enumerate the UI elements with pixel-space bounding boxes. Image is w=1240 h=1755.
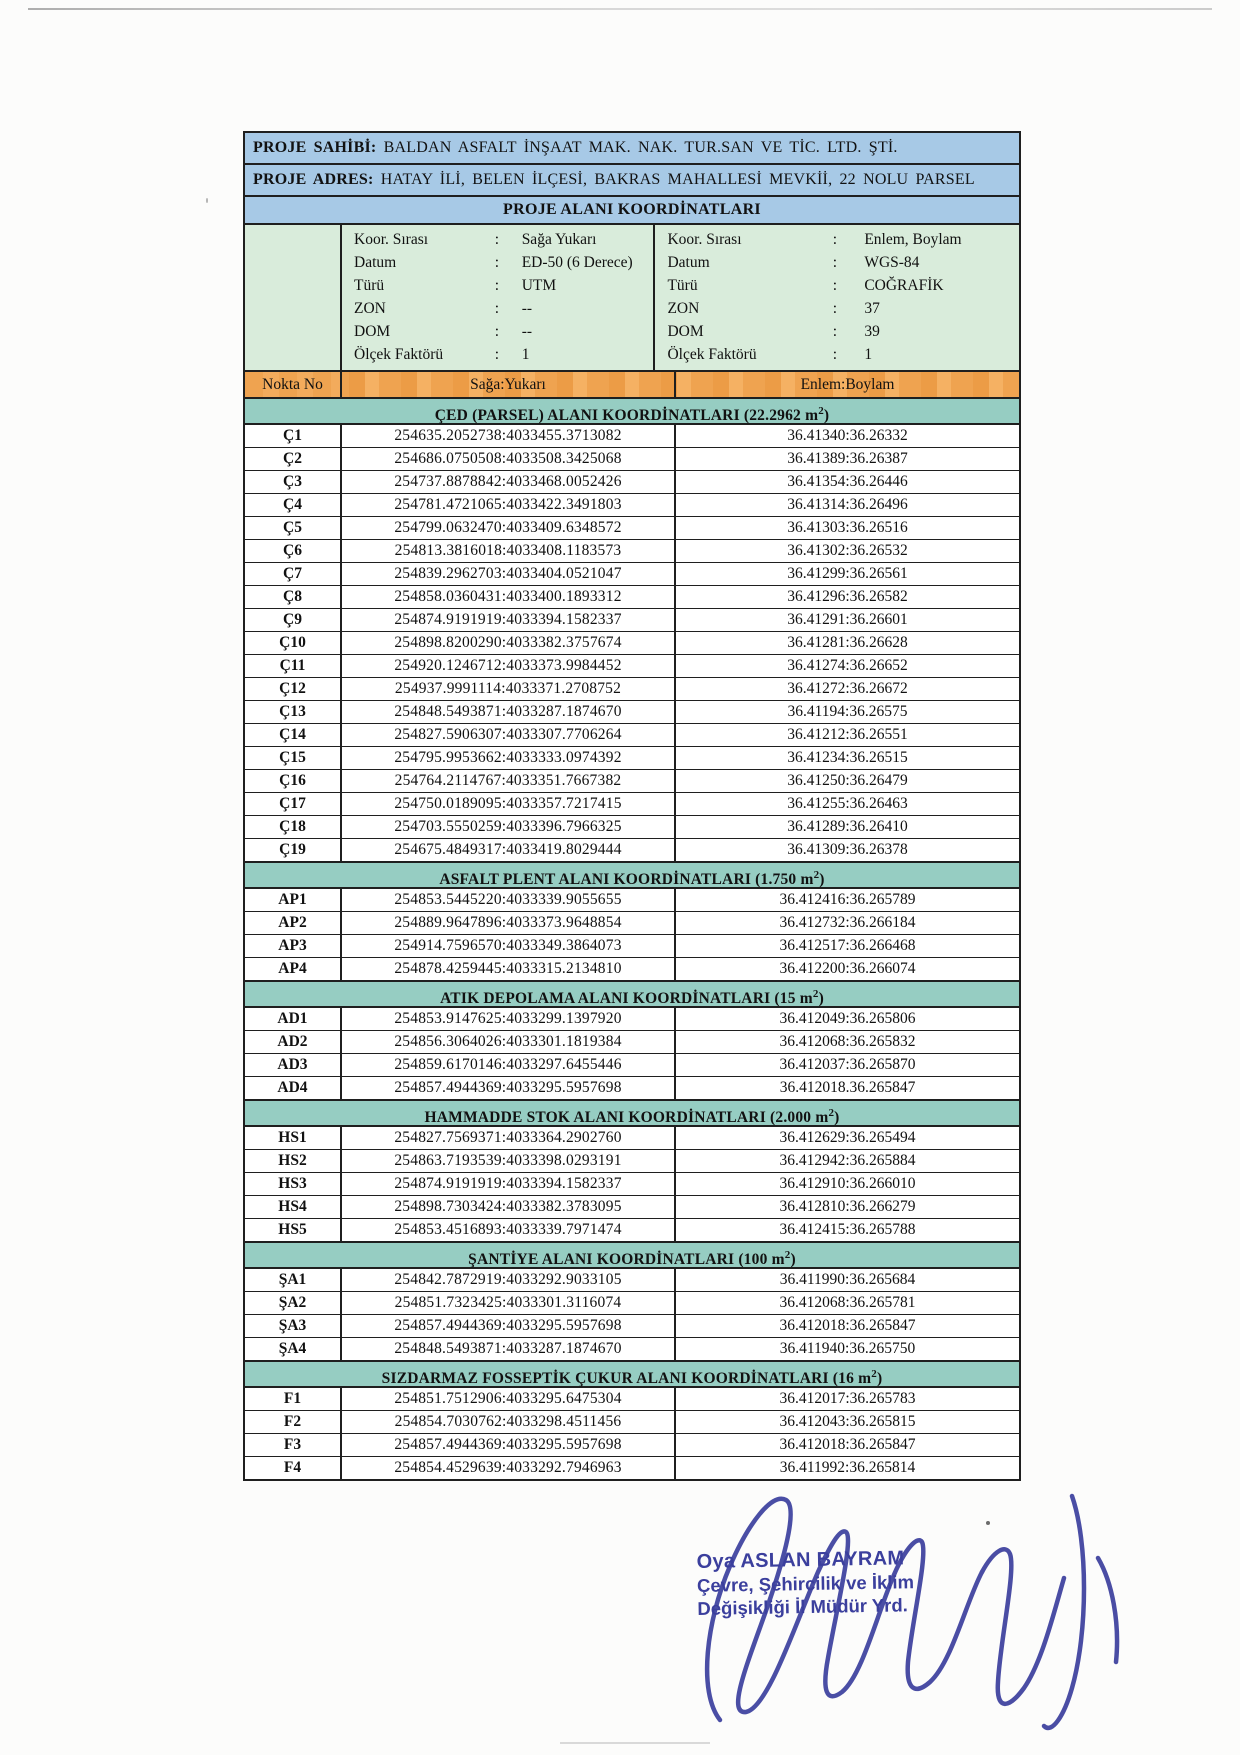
point-row-Ç18 xyxy=(245,816,1019,839)
point-row-F1 xyxy=(245,1388,1019,1411)
coords-title: PROJE ALANI KOORDİNATLARI xyxy=(245,197,1019,225)
point-id-cell: AD3 xyxy=(245,1054,342,1076)
datum-value: Enlem, Boylam xyxy=(864,231,962,248)
utm-coordinate-cell: 254937.9991114:4033371.2708752 xyxy=(342,678,676,700)
geo-coordinate-cell: 36.412018.36.265847 xyxy=(779,1079,916,1096)
utm-coordinate-cell: 254781.4721065:4033422.3491803 xyxy=(342,494,676,516)
point-row-Ç5 xyxy=(245,517,1019,540)
scan-speck xyxy=(206,198,208,203)
datum-sep: : xyxy=(832,277,837,294)
point-row-Ç4 xyxy=(245,494,1019,517)
point-row-Ç6 xyxy=(245,540,1019,563)
point-id-cell: ŞA2 xyxy=(245,1292,342,1314)
geo-coordinate-cell: 36.412018:36.265847 xyxy=(779,1436,916,1453)
geo-coordinate-cell: 36.41289:36.26410 xyxy=(787,818,908,835)
utm-coordinate-cell: 254863.7193539:4033398.0293191 xyxy=(342,1150,676,1172)
point-id-cell: F3 xyxy=(245,1434,342,1456)
point-id-cell: Ç3 xyxy=(245,471,342,493)
geo-coordinate-cell: 36.411992:36.265814 xyxy=(779,1459,916,1476)
scan-edge-line xyxy=(28,8,1212,10)
stamp-title-line-2: Değişikliği İl Müdür Yrd. xyxy=(697,1594,908,1619)
datum-label: Ölçek Faktörü xyxy=(667,346,757,363)
project-owner-row xyxy=(245,133,1019,165)
datum-blank-column xyxy=(245,225,342,370)
scan-smudge xyxy=(560,1742,710,1744)
geo-coordinate-cell: 36.412732:36.266184 xyxy=(779,914,916,931)
utm-coordinate-cell: 254856.3064026:4033301.1819384 xyxy=(342,1031,676,1053)
utm-coordinate-cell: 254854.7030762:4033298.4511456 xyxy=(342,1411,676,1433)
datum-row-left-1 xyxy=(342,251,653,274)
point-id-cell: Ç5 xyxy=(245,517,342,539)
utm-coordinate-cell: 254857.4944369:4033295.5957698 xyxy=(342,1077,676,1099)
point-row-Ç3 xyxy=(245,471,1019,494)
point-row-Ç13 xyxy=(245,701,1019,724)
utm-coordinate-cell: 254635.2052738:4033455.3713082 xyxy=(342,425,676,447)
geo-coordinate-cell: 36.412043:36.265815 xyxy=(779,1413,916,1430)
coordinate-section xyxy=(245,1101,1019,1243)
point-id-cell: Ç7 xyxy=(245,563,342,585)
point-row-Ç8 xyxy=(245,586,1019,609)
geo-coordinate-cell: 36.41250:36.26479 xyxy=(787,772,908,789)
geo-coordinate-cell: 36.412629:36.265494 xyxy=(779,1129,916,1146)
geo-coordinate-cell: 36.41302:36.26532 xyxy=(787,542,908,559)
point-id-cell: AD1 xyxy=(245,1008,342,1030)
point-id-cell: Ç9 xyxy=(245,609,342,631)
point-row-HS1 xyxy=(245,1127,1019,1150)
coordinate-section xyxy=(245,863,1019,982)
geo-coordinate-cell: 36.412416:36.265789 xyxy=(779,891,916,908)
point-row-Ç1 xyxy=(245,425,1019,448)
geo-coordinate-cell: 36.41299:36.26561 xyxy=(787,565,908,582)
point-id-cell: AP3 xyxy=(245,935,342,957)
datum-label: Koor. Sırası xyxy=(667,231,742,248)
col-header-enlem-boylam: Enlem:Boylam xyxy=(800,376,895,393)
utm-coordinate-cell: 254848.5493871:4033287.1874670 xyxy=(342,701,676,723)
point-id-cell: HS2 xyxy=(245,1150,342,1172)
geo-coordinate-cell: 36.41303:36.26516 xyxy=(787,519,908,536)
project-address-value: HATAY İLİ, BELEN İLÇESİ, BAKRAS MAHALLESİ MEVKİİ, 22 NOLU PARSEL xyxy=(373,171,975,188)
point-id-cell: ŞA4 xyxy=(245,1338,342,1360)
point-id-cell: Ç12 xyxy=(245,678,342,700)
utm-coordinate-cell: 254764.2114767:4033351.7667382 xyxy=(342,770,676,792)
point-row-F3 xyxy=(245,1434,1019,1457)
point-id-cell: Ç8 xyxy=(245,586,342,608)
point-id-cell: Ç2 xyxy=(245,448,342,470)
point-row-AD4 xyxy=(245,1077,1019,1101)
section-title: ASFALT PLENT ALANI KOORDİNATLARI (1.750 $m^2$) xyxy=(245,863,1019,889)
point-row-Ç10 xyxy=(245,632,1019,655)
utm-coordinate-cell: 254851.7323425:4033301.3116074 xyxy=(342,1292,676,1314)
datum-value: Sağa Yukarı xyxy=(521,231,597,248)
coordinate-section xyxy=(245,1243,1019,1362)
point-row-Ç15 xyxy=(245,747,1019,770)
datum-label: ZON xyxy=(667,300,700,317)
datum-sep: : xyxy=(494,254,500,271)
utm-coordinate-cell: 254848.5493871:4033287.1874670 xyxy=(342,1338,676,1360)
utm-coordinate-cell: 254827.7569371:4033364.2902760 xyxy=(342,1127,676,1149)
point-row-ŞA3 xyxy=(245,1315,1019,1338)
datum-value: UTM xyxy=(521,277,557,294)
utm-coordinate-cell: 254874.9191919:4033394.1582337 xyxy=(342,609,676,631)
geo-coordinate-cell: 36.412942:36.265884 xyxy=(779,1152,916,1169)
datum-label: DOM xyxy=(354,323,391,340)
utm-coordinate-cell: 254874.9191919:4033394.1582337 xyxy=(342,1173,676,1195)
utm-coordinate-cell: 254857.4944369:4033295.5957698 xyxy=(342,1434,676,1456)
utm-coordinate-cell: 254737.8878842:4033468.0052426 xyxy=(342,471,676,493)
col-header-nokta-no: Nokta No xyxy=(245,372,342,397)
utm-coordinate-cell: 254795.9953662:4033333.0974392 xyxy=(342,747,676,769)
utm-coordinate-cell: 254859.6170146:4033297.6455446 xyxy=(342,1054,676,1076)
geo-coordinate-cell: 36.41340:36.26332 xyxy=(787,427,908,444)
point-row-ŞA4 xyxy=(245,1338,1019,1362)
section-title: HAMMADDE STOK ALANI KOORDİNATLARI (2.000 $m^2$) xyxy=(245,1101,1019,1127)
datum-table xyxy=(245,225,1019,372)
point-row-ŞA2 xyxy=(245,1292,1019,1315)
geo-coordinate-cell: 36.41389:36.26387 xyxy=(787,450,908,467)
utm-coordinate-cell: 254686.0750508:4033508.3425068 xyxy=(342,448,676,470)
point-id-cell: Ç6 xyxy=(245,540,342,562)
point-id-cell: Ç1 xyxy=(245,425,342,447)
utm-coordinate-cell: 254854.4529639:4033292.7946963 xyxy=(342,1457,676,1479)
datum-value: 1 xyxy=(864,346,873,363)
project-address-row xyxy=(245,165,1019,197)
point-row-Ç16 xyxy=(245,770,1019,793)
geo-coordinate-cell: 36.412810:36.266279 xyxy=(779,1198,916,1215)
point-id-cell: ŞA3 xyxy=(245,1315,342,1337)
geo-coordinate-cell: 36.41255:36.26463 xyxy=(787,795,908,812)
geo-coordinate-cell: 36.411990:36.265684 xyxy=(779,1271,916,1288)
datum-label: Türü xyxy=(667,277,698,294)
utm-coordinate-cell: 254889.9647896:4033373.9648854 xyxy=(342,912,676,934)
datum-label: Koor. Sırası xyxy=(354,231,429,248)
point-id-cell: Ç14 xyxy=(245,724,342,746)
geo-coordinate-cell: 36.412517:36.266468 xyxy=(779,937,916,954)
geo-coordinate-cell: 36.412415:36.265788 xyxy=(779,1221,916,1238)
point-id-cell: AP1 xyxy=(245,889,342,911)
geo-coordinate-cell: 36.412037:36.265870 xyxy=(779,1056,916,1073)
point-row-F4 xyxy=(245,1457,1019,1479)
utm-coordinate-cell: 254858.0360431:4033400.1893312 xyxy=(342,586,676,608)
point-row-Ç17 xyxy=(245,793,1019,816)
points-table-header xyxy=(245,372,1019,399)
point-row-HS3 xyxy=(245,1173,1019,1196)
point-row-Ç14 xyxy=(245,724,1019,747)
point-row-AD2 xyxy=(245,1031,1019,1054)
datum-value: ED-50 (6 Derece) xyxy=(521,254,633,271)
geo-coordinate-cell: 36.41281:36.26628 xyxy=(787,634,908,651)
point-id-cell: HS5 xyxy=(245,1219,342,1241)
geo-coordinate-cell: 36.41291:36.26601 xyxy=(787,611,908,628)
scan-speck xyxy=(986,1521,990,1525)
datum-row-right-4 xyxy=(655,320,1019,343)
utm-coordinate-cell: 254842.7872919:4033292.9033105 xyxy=(342,1269,676,1291)
utm-coordinate-cell: 254853.9147625:4033299.1397920 xyxy=(342,1008,676,1030)
datum-sep: : xyxy=(494,346,500,363)
point-id-cell: ŞA1 xyxy=(245,1269,342,1291)
datum-value: COĞRAFİK xyxy=(864,277,944,294)
section-title: ATIK DEPOLAMA ALANI KOORDİNATLARI (15 $m^2$) xyxy=(245,982,1019,1008)
datum-sep: : xyxy=(832,346,837,363)
datum-row-right-5 xyxy=(655,343,1019,366)
point-id-cell: Ç16 xyxy=(245,770,342,792)
utm-coordinate-cell: 254703.5550259:4033396.7966325 xyxy=(342,816,676,838)
geo-coordinate-cell: 36.412068:36.265832 xyxy=(779,1033,916,1050)
geo-coordinate-cell: 36.412910:36.266010 xyxy=(779,1175,916,1192)
utm-coordinate-cell: 254675.4849317:4033419.8029444 xyxy=(342,839,676,861)
utm-coordinate-cell: 254914.7596570:4033349.3864073 xyxy=(342,935,676,957)
point-row-AP2 xyxy=(245,912,1019,935)
geo-coordinate-cell: 36.412018:36.265847 xyxy=(779,1317,916,1334)
utm-coordinate-cell: 254827.5906307:4033307.7706264 xyxy=(342,724,676,746)
utm-coordinate-cell: 254920.1246712:4033373.9984452 xyxy=(342,655,676,677)
datum-label: Ölçek Faktörü xyxy=(354,346,444,363)
geo-coordinate-cell: 36.41296:36.26582 xyxy=(787,588,908,605)
geo-coordinate-cell: 36.412017:36.265783 xyxy=(779,1390,916,1407)
datum-value: 1 xyxy=(521,346,530,363)
utm-coordinate-cell: 254898.7303424:4033382.3783095 xyxy=(342,1196,676,1218)
point-row-F2 xyxy=(245,1411,1019,1434)
datum-sep: : xyxy=(832,254,837,271)
datum-value: -- xyxy=(521,323,533,340)
utm-coordinate-cell: 254853.4516893:4033339.7971474 xyxy=(342,1219,676,1241)
datum-row-right-1 xyxy=(655,251,1019,274)
point-id-cell: HS4 xyxy=(245,1196,342,1218)
stamp-title-line-1: Çevre, Şehircilik ve İklim xyxy=(696,1571,915,1596)
project-owner-label: PROJE SAHİBİ: xyxy=(253,139,377,156)
utm-coordinate-cell: 254799.0632470:4033409.6348572 xyxy=(342,517,676,539)
point-row-AP3 xyxy=(245,935,1019,958)
datum-row-left-5 xyxy=(342,343,653,366)
datum-label: ZON xyxy=(354,300,386,317)
point-row-Ç7 xyxy=(245,563,1019,586)
datum-label: Türü xyxy=(354,277,385,294)
coordinate-section xyxy=(245,399,1019,863)
point-id-cell: AP4 xyxy=(245,958,342,980)
datum-value: 39 xyxy=(864,323,880,340)
points-sections xyxy=(245,399,1019,1479)
datum-value: WGS-84 xyxy=(864,254,920,271)
geo-coordinate-cell: 36.41309:36.26378 xyxy=(787,841,908,858)
point-row-Ç11 xyxy=(245,655,1019,678)
geo-coordinate-cell: 36.41234:36.26515 xyxy=(787,749,908,766)
datum-row-right-3 xyxy=(655,297,1019,320)
point-id-cell: Ç11 xyxy=(245,655,342,677)
utm-coordinate-cell: 254750.0189095:4033357.7217415 xyxy=(342,793,676,815)
point-id-cell: F1 xyxy=(245,1388,342,1410)
section-title: SIZDARMAZ FOSSEPTİK ÇUKUR ALANI KOORDİNATLARI (16 $m^2$) xyxy=(245,1362,1019,1388)
utm-coordinate-cell: 254878.4259445:4033315.2134810 xyxy=(342,958,676,980)
geo-coordinate-cell: 36.41194:36.26575 xyxy=(787,703,908,720)
point-id-cell: F4 xyxy=(245,1457,342,1479)
datum-sep: : xyxy=(494,277,500,294)
project-owner-value: BALDAN ASFALT İNŞAAT MAK. NAK. TUR.SAN VE TİC. LTD. ŞTİ. xyxy=(376,139,898,156)
point-id-cell: Ç15 xyxy=(245,747,342,769)
point-row-HS5 xyxy=(245,1219,1019,1243)
signature-stamp xyxy=(696,1545,1037,1620)
point-id-cell: Ç10 xyxy=(245,632,342,654)
point-row-Ç19 xyxy=(245,839,1019,863)
datum-row-left-2 xyxy=(342,274,653,297)
stamp-name: Oya ASLAN BAYRAM xyxy=(696,1547,905,1573)
point-id-cell: F2 xyxy=(245,1411,342,1433)
datum-sep: : xyxy=(494,231,500,248)
point-id-cell: Ç19 xyxy=(245,839,342,861)
datum-row-left-0 xyxy=(342,228,653,251)
datum-row-left-3 xyxy=(342,297,653,320)
geo-coordinate-cell: 36.412068:36.265781 xyxy=(779,1294,916,1311)
datum-sep: : xyxy=(832,231,837,248)
datum-sep: : xyxy=(832,323,837,340)
point-id-cell: AP2 xyxy=(245,912,342,934)
project-address-label: PROJE ADRES: xyxy=(253,171,374,188)
utm-coordinate-cell: 254813.3816018:4033408.1183573 xyxy=(342,540,676,562)
datum-left-half xyxy=(342,225,655,370)
utm-coordinate-cell: 254851.7512906:4033295.6475304 xyxy=(342,1388,676,1410)
geo-coordinate-cell: 36.41354:36.26446 xyxy=(787,473,908,490)
point-id-cell: Ç4 xyxy=(245,494,342,516)
point-id-cell: Ç17 xyxy=(245,793,342,815)
datum-right-half xyxy=(655,225,1019,370)
geo-coordinate-cell: 36.411940:36.265750 xyxy=(779,1340,916,1357)
datum-row-right-0 xyxy=(655,228,1019,251)
point-row-AP1 xyxy=(245,889,1019,912)
geo-coordinate-cell: 36.412049:36.265806 xyxy=(779,1010,916,1027)
point-id-cell: Ç18 xyxy=(245,816,342,838)
point-row-Ç9 xyxy=(245,609,1019,632)
datum-label: Datum xyxy=(354,254,397,271)
geo-coordinate-cell: 36.412200:36.266074 xyxy=(779,960,916,977)
point-row-HS2 xyxy=(245,1150,1019,1173)
datum-row-left-4 xyxy=(342,320,653,343)
point-id-cell: AD2 xyxy=(245,1031,342,1053)
point-row-AD1 xyxy=(245,1008,1019,1031)
section-title: ÇED (PARSEL) ALANI KOORDİNATLARI (22.2962 $m^2$) xyxy=(245,399,1019,425)
point-id-cell: Ç13 xyxy=(245,701,342,723)
point-row-AP4 xyxy=(245,958,1019,982)
point-id-cell: HS1 xyxy=(245,1127,342,1149)
geo-coordinate-cell: 36.41274:36.26652 xyxy=(787,657,908,674)
datum-row-right-2 xyxy=(655,274,1019,297)
point-row-AD3 xyxy=(245,1054,1019,1077)
datum-label: Datum xyxy=(667,254,710,271)
coordinate-section xyxy=(245,982,1019,1101)
section-title: ŞANTİYE ALANI KOORDİNATLARI (100 $m^2$) xyxy=(245,1243,1019,1269)
datum-sep: : xyxy=(832,300,837,317)
point-row-Ç12 xyxy=(245,678,1019,701)
utm-coordinate-cell: 254839.2962703:4033404.0521047 xyxy=(342,563,676,585)
point-row-HS4 xyxy=(245,1196,1019,1219)
datum-label: DOM xyxy=(667,323,704,340)
geo-coordinate-cell: 36.41212:36.26551 xyxy=(787,726,908,743)
utm-coordinate-cell: 254853.5445220:4033339.9055655 xyxy=(342,889,676,911)
point-id-cell: AD4 xyxy=(245,1077,342,1099)
datum-value: -- xyxy=(521,300,533,317)
col-header-saga-yukari: Sağa:Yukarı xyxy=(342,372,676,397)
datum-sep: : xyxy=(494,300,500,317)
point-row-Ç2 xyxy=(245,448,1019,471)
point-row-ŞA1 xyxy=(245,1269,1019,1292)
point-id-cell: HS3 xyxy=(245,1173,342,1195)
coordinate-section xyxy=(245,1362,1019,1479)
utm-coordinate-cell: 254898.8200290:4033382.3757674 xyxy=(342,632,676,654)
utm-coordinate-cell: 254857.4944369:4033295.5957698 xyxy=(342,1315,676,1337)
coordinates-document xyxy=(243,131,1021,1481)
geo-coordinate-cell: 36.41272:36.26672 xyxy=(787,680,908,697)
geo-coordinate-cell: 36.41314:36.26496 xyxy=(787,496,908,513)
datum-sep: : xyxy=(494,323,500,340)
datum-value: 37 xyxy=(864,300,880,317)
